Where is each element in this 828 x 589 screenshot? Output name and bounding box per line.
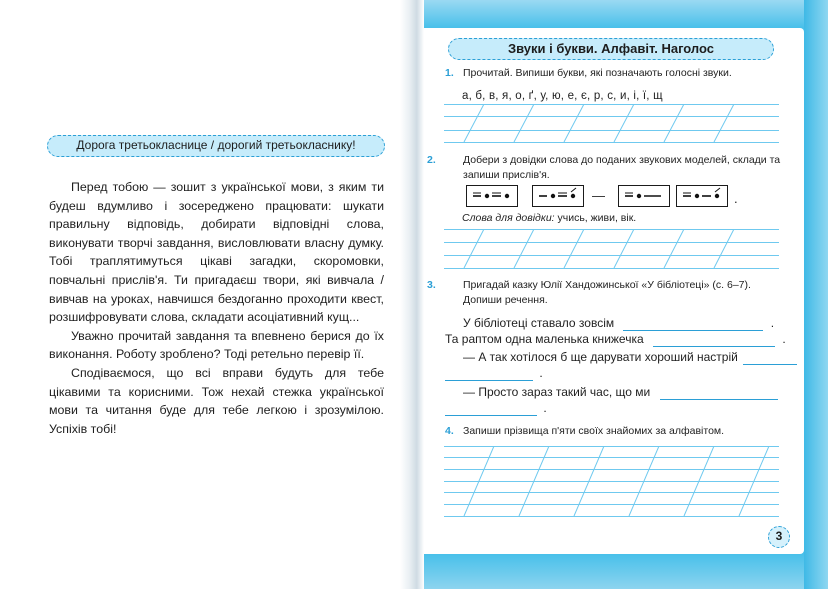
task-1-writing-lines[interactable] — [444, 104, 779, 150]
task-1-slant-lines — [444, 104, 779, 144]
intro-text — [49, 178, 384, 438]
hint-label: Слова для довідки: — [462, 212, 555, 224]
task-3-instruction: Пригадай казку Юлії Хандожинської «У бібліотеці» (с. 6–7). Допиши речення. — [463, 279, 751, 306]
models-end-dot: . — [734, 191, 738, 206]
answer-blank-1[interactable] — [623, 319, 763, 331]
book-gutter — [400, 0, 424, 589]
task-2-hint — [462, 212, 636, 224]
dash-separator: — — [592, 188, 605, 203]
story-line-2 — [445, 332, 786, 347]
intro-paragraph-1: Перед тобою — зошит з української мови, з яким ти будеш вдумливо і зосереджено працювати: шукати правильну відповідь, добирати відповідні слова, виконувати творчі завдання, висловлювати власну думку. Тобі траплятимуться цікаві загадки, скоромовки, повчальні прислів'я. Ти пригадаєш твори, які вивчала / вивчав на уроках, навчишся бездоганно проходити квест, розшифровувати слова, складати асоціативний кущ... — [49, 180, 384, 325]
answer-blank-2[interactable] — [653, 335, 775, 347]
sound-model-1 — [466, 185, 518, 207]
intro-paragraph-2: Уважно прочитай завдання та впевнено берися до їх виконання. Роботу зроблено? Тоді ретельно перевір її. — [49, 328, 384, 362]
sound-model-4 — [676, 185, 728, 207]
story-line-1 — [463, 316, 774, 331]
task-1-instruction: Прочитай. Випиши букви, які позначають голосні звуки. — [463, 67, 732, 79]
section-title: Звуки і букви. Алфавіт. Наголос — [507, 41, 715, 56]
story-line-2-text: Та раптом одна маленька книжечка — [445, 332, 644, 346]
task-4-number: 4. — [445, 425, 454, 437]
story-line-4 — [463, 385, 778, 400]
task-4-slant-lines — [444, 446, 779, 518]
page-edge-strip — [804, 0, 828, 589]
story-line-4b — [445, 401, 547, 416]
task-4 — [445, 424, 724, 439]
page-number-badge: 3 — [768, 526, 790, 548]
sound-model-3 — [618, 185, 670, 207]
task-2-slant-lines — [444, 229, 779, 269]
task-2-writing-lines[interactable] — [444, 229, 779, 273]
hint-words: учись, живи, вік. — [557, 212, 637, 224]
sound-model-2 — [532, 185, 584, 207]
answer-blank-3[interactable] — [743, 353, 797, 365]
task-4-instruction: Запиши прізвища п'яти своїх знайомих за алфавітом. — [463, 425, 725, 437]
story-line-1-dot: . — [770, 316, 775, 330]
top-border-strip — [414, 0, 828, 28]
greeting-banner-text: Дорога третьокласнице / дорогий третьокласнику! — [76, 138, 356, 152]
task-3-number: 3. — [427, 279, 436, 291]
story-line-3b-dot: . — [539, 366, 543, 380]
story-line-4-text: — Просто зараз такий час, що ми — [463, 385, 651, 399]
story-line-2-dot: . — [782, 332, 786, 346]
story-line-3 — [463, 350, 797, 365]
story-line-1-text: У бібліотеці ставало зовсім — [463, 316, 615, 330]
answer-blank-4b[interactable] — [445, 404, 537, 416]
task-2-number: 2. — [427, 154, 436, 166]
greeting-banner — [47, 135, 385, 157]
task-3 — [427, 278, 783, 308]
intro-paragraph-3: Сподіваємося, що всі вправи будуть для тебе цікавими та корисними. Тож нехай стежка української мови та читання буде для тебе легкою і зрозумілою. Успіхів тобі! — [49, 365, 384, 436]
story-line-3b — [445, 366, 543, 381]
section-title-banner — [448, 38, 774, 60]
story-line-3-text: — А так хотілося б ще дарувати хороший настрій — [463, 350, 738, 364]
answer-blank-3b[interactable] — [445, 369, 533, 381]
answer-blank-4[interactable] — [660, 388, 778, 400]
task-2 — [427, 153, 783, 183]
task-1 — [445, 66, 732, 81]
task-2-instruction: Добери з довідки слова до поданих звукових моделей, склади та запиши прислів'я. — [463, 154, 781, 181]
task-4-writing-lines[interactable] — [444, 446, 779, 522]
task-1-letters: а, б, в, я, о, ґ, у, ю, е, є, р, с, и, і, ї, щ — [462, 90, 663, 102]
story-line-4b-dot: . — [543, 401, 547, 415]
bottom-border-strip — [414, 554, 828, 589]
task-1-number: 1. — [445, 67, 454, 79]
sound-models — [466, 185, 766, 209]
